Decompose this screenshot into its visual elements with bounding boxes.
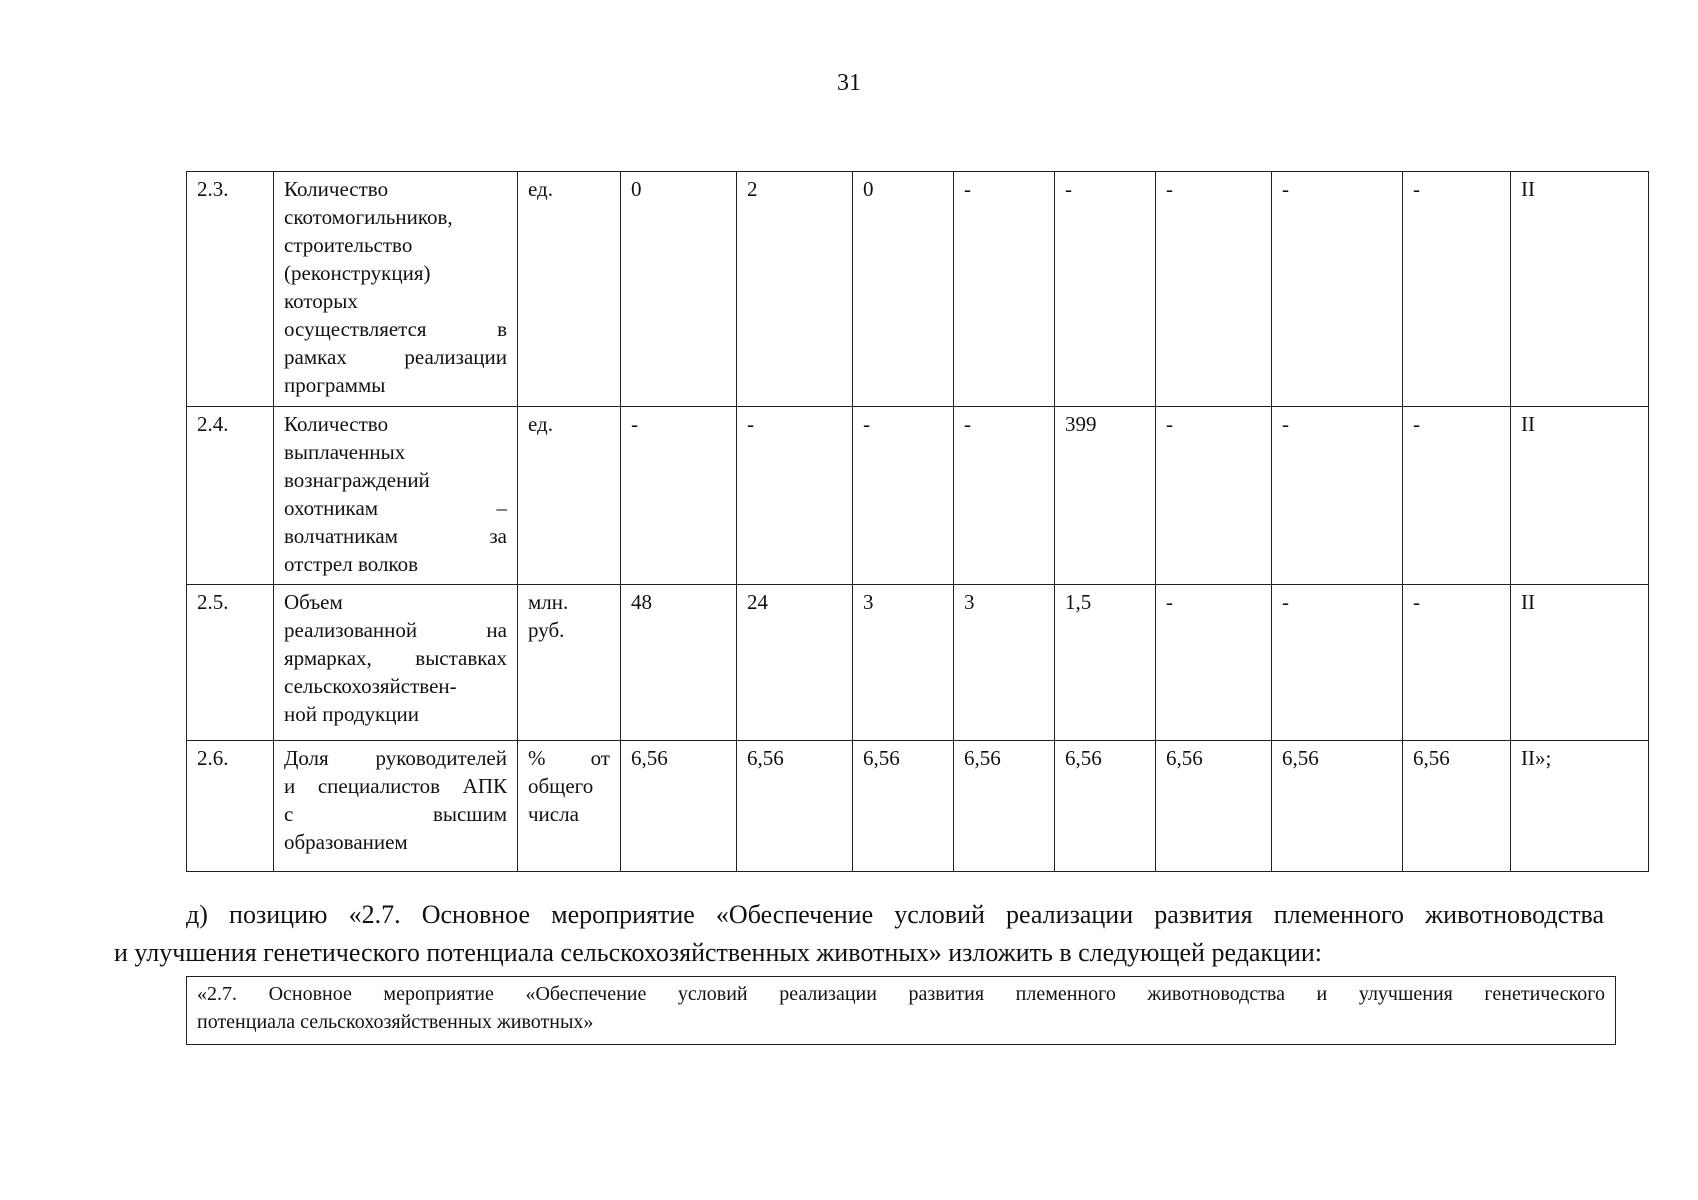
category-cell: II bbox=[1511, 172, 1649, 407]
unit: млн. руб. bbox=[518, 585, 621, 741]
value-cell: - bbox=[1403, 407, 1511, 585]
value-cell: - bbox=[1156, 585, 1272, 741]
value-cell: - bbox=[954, 407, 1055, 585]
table-row bbox=[187, 407, 1649, 585]
value-cell: 399 bbox=[1055, 407, 1156, 585]
value-cell: 48 bbox=[621, 585, 737, 741]
indicators-table bbox=[186, 171, 1649, 872]
category-cell: II»; bbox=[1511, 741, 1649, 872]
amendment-paragraph bbox=[114, 896, 1604, 972]
value-cell: 6,56 bbox=[1156, 741, 1272, 872]
value-cell: - bbox=[621, 407, 737, 585]
table-row bbox=[187, 741, 1649, 872]
indicator-name: Количество скотомогильников, строительство (реконструкция) которых осуществляется в рамках реализации программы bbox=[274, 172, 518, 407]
value-cell: 3 bbox=[954, 585, 1055, 741]
new-wording-line: потенциала сельскохозяйственных животных» bbox=[197, 1011, 594, 1033]
value-cell: - bbox=[1403, 172, 1511, 407]
value-cell: 6,56 bbox=[954, 741, 1055, 872]
value-cell: - bbox=[1272, 585, 1403, 741]
value-cell: 2 bbox=[737, 172, 853, 407]
indicator-name: Количество выплаченных вознаграждений охотникам – волчатникам за отстрел волков bbox=[274, 407, 518, 585]
page-number: 31 bbox=[837, 70, 861, 96]
table-row bbox=[187, 172, 1649, 407]
indicator-name: Доля руководителей и специалистов АПК с высшим образованием bbox=[274, 741, 518, 872]
value-cell: 1,5 bbox=[1055, 585, 1156, 741]
row-number: 2.5. bbox=[187, 585, 274, 741]
value-cell: - bbox=[1403, 585, 1511, 741]
value-cell: 6,56 bbox=[853, 741, 954, 872]
value-cell: 6,56 bbox=[621, 741, 737, 872]
category-cell: II bbox=[1511, 585, 1649, 741]
value-cell: 6,56 bbox=[1403, 741, 1511, 872]
row-number: 2.4. bbox=[187, 407, 274, 585]
value-cell: - bbox=[853, 407, 954, 585]
value-cell: 0 bbox=[853, 172, 954, 407]
value-cell: - bbox=[954, 172, 1055, 407]
value-cell: - bbox=[1156, 172, 1272, 407]
value-cell: 3 bbox=[853, 585, 954, 741]
value-cell: 6,56 bbox=[1272, 741, 1403, 872]
category-cell: II bbox=[1511, 407, 1649, 585]
row-number: 2.6. bbox=[187, 741, 274, 872]
value-cell: 24 bbox=[737, 585, 853, 741]
table-row bbox=[187, 585, 1649, 741]
row-number: 2.3. bbox=[187, 172, 274, 407]
value-cell: - bbox=[737, 407, 853, 585]
new-wording-box bbox=[186, 976, 1616, 1045]
value-cell: 6,56 bbox=[737, 741, 853, 872]
unit: ед. bbox=[518, 407, 621, 585]
new-wording-line: «2.7. Основное мероприятие «Обеспечение условий реализации развития племенного животноводства и улучшения генетического bbox=[197, 983, 1605, 1005]
indicator-name: Объем реализованной на ярмарках, выставках сельскохозяйствен- ной продукции bbox=[274, 585, 518, 741]
value-cell: - bbox=[1272, 172, 1403, 407]
paragraph-line: д) позицию «2.7. Основное мероприятие «Обеспечение условий реализации развития племенного животноводства bbox=[186, 900, 1604, 929]
value-cell: - bbox=[1055, 172, 1156, 407]
value-cell: 0 bbox=[621, 172, 737, 407]
unit: ед. bbox=[518, 172, 621, 407]
value-cell: - bbox=[1272, 407, 1403, 585]
unit: % от общего числа bbox=[518, 741, 621, 872]
paragraph-line: и улучшения генетического потенциала сельскохозяйственных животных» изложить в следующей редакции: bbox=[114, 938, 1323, 967]
value-cell: - bbox=[1156, 407, 1272, 585]
value-cell: 6,56 bbox=[1055, 741, 1156, 872]
